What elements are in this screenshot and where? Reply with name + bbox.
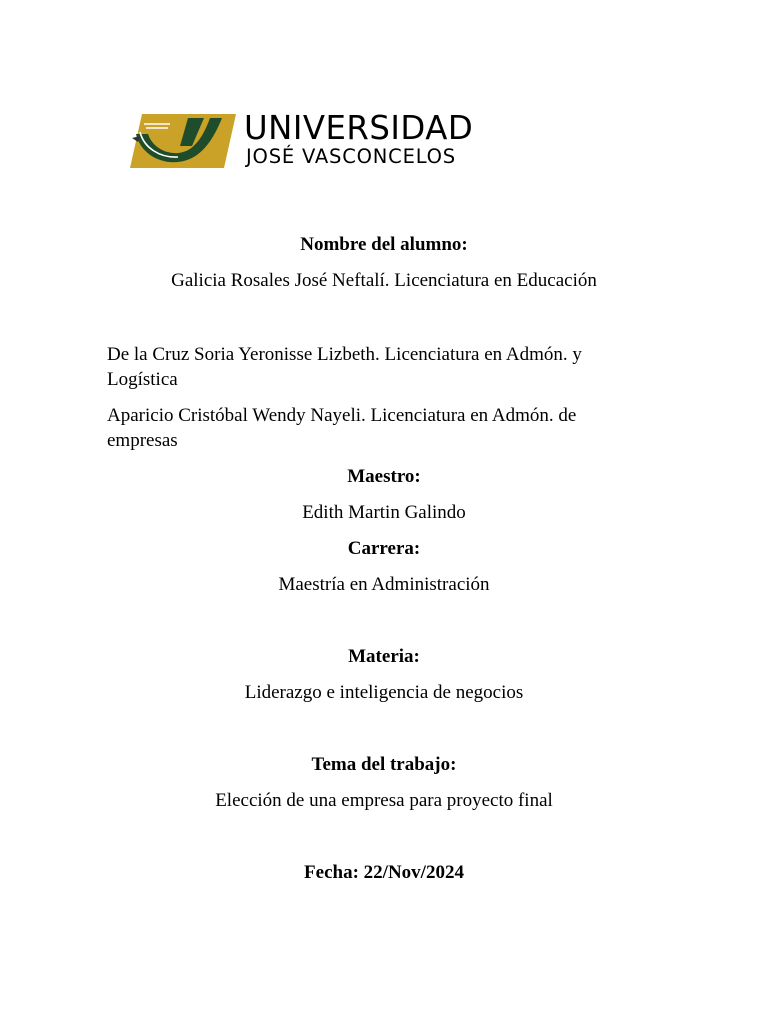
subject-label: Materia: xyxy=(348,646,420,667)
teacher-label: Maestro: xyxy=(347,466,421,487)
student-2: De la Cruz Soria Yeronisse Lizbeth. Licenciatura en Admón. y Logística xyxy=(107,344,582,390)
subject-value: Liderazgo e inteligencia de negocios xyxy=(244,682,524,703)
teacher-value: Edith Martin Galindo xyxy=(302,502,466,523)
university-logo xyxy=(130,110,520,174)
student-heading: Nombre del alumno: xyxy=(300,234,468,255)
logo-university-subname: JOSÉ VASCONCELOS xyxy=(246,145,456,168)
topic-value: Elección de una empresa para proyecto final xyxy=(215,790,553,811)
career-label: Carrera: xyxy=(347,538,421,559)
logo-university-name: UNIVERSIDAD xyxy=(244,108,474,147)
date: Fecha: 22/Nov/2024 xyxy=(304,862,464,883)
student-1: Galicia Rosales José Neftalí. Licenciatura en Educación xyxy=(171,270,597,291)
university-emblem-icon xyxy=(130,112,236,170)
career-value: Maestría en Administración xyxy=(278,574,490,595)
topic-label: Tema del trabajo: xyxy=(311,754,457,775)
student-3: Aparicio Cristóbal Wendy Nayeli. Licenciatura en Admón. de empresas xyxy=(107,405,577,451)
